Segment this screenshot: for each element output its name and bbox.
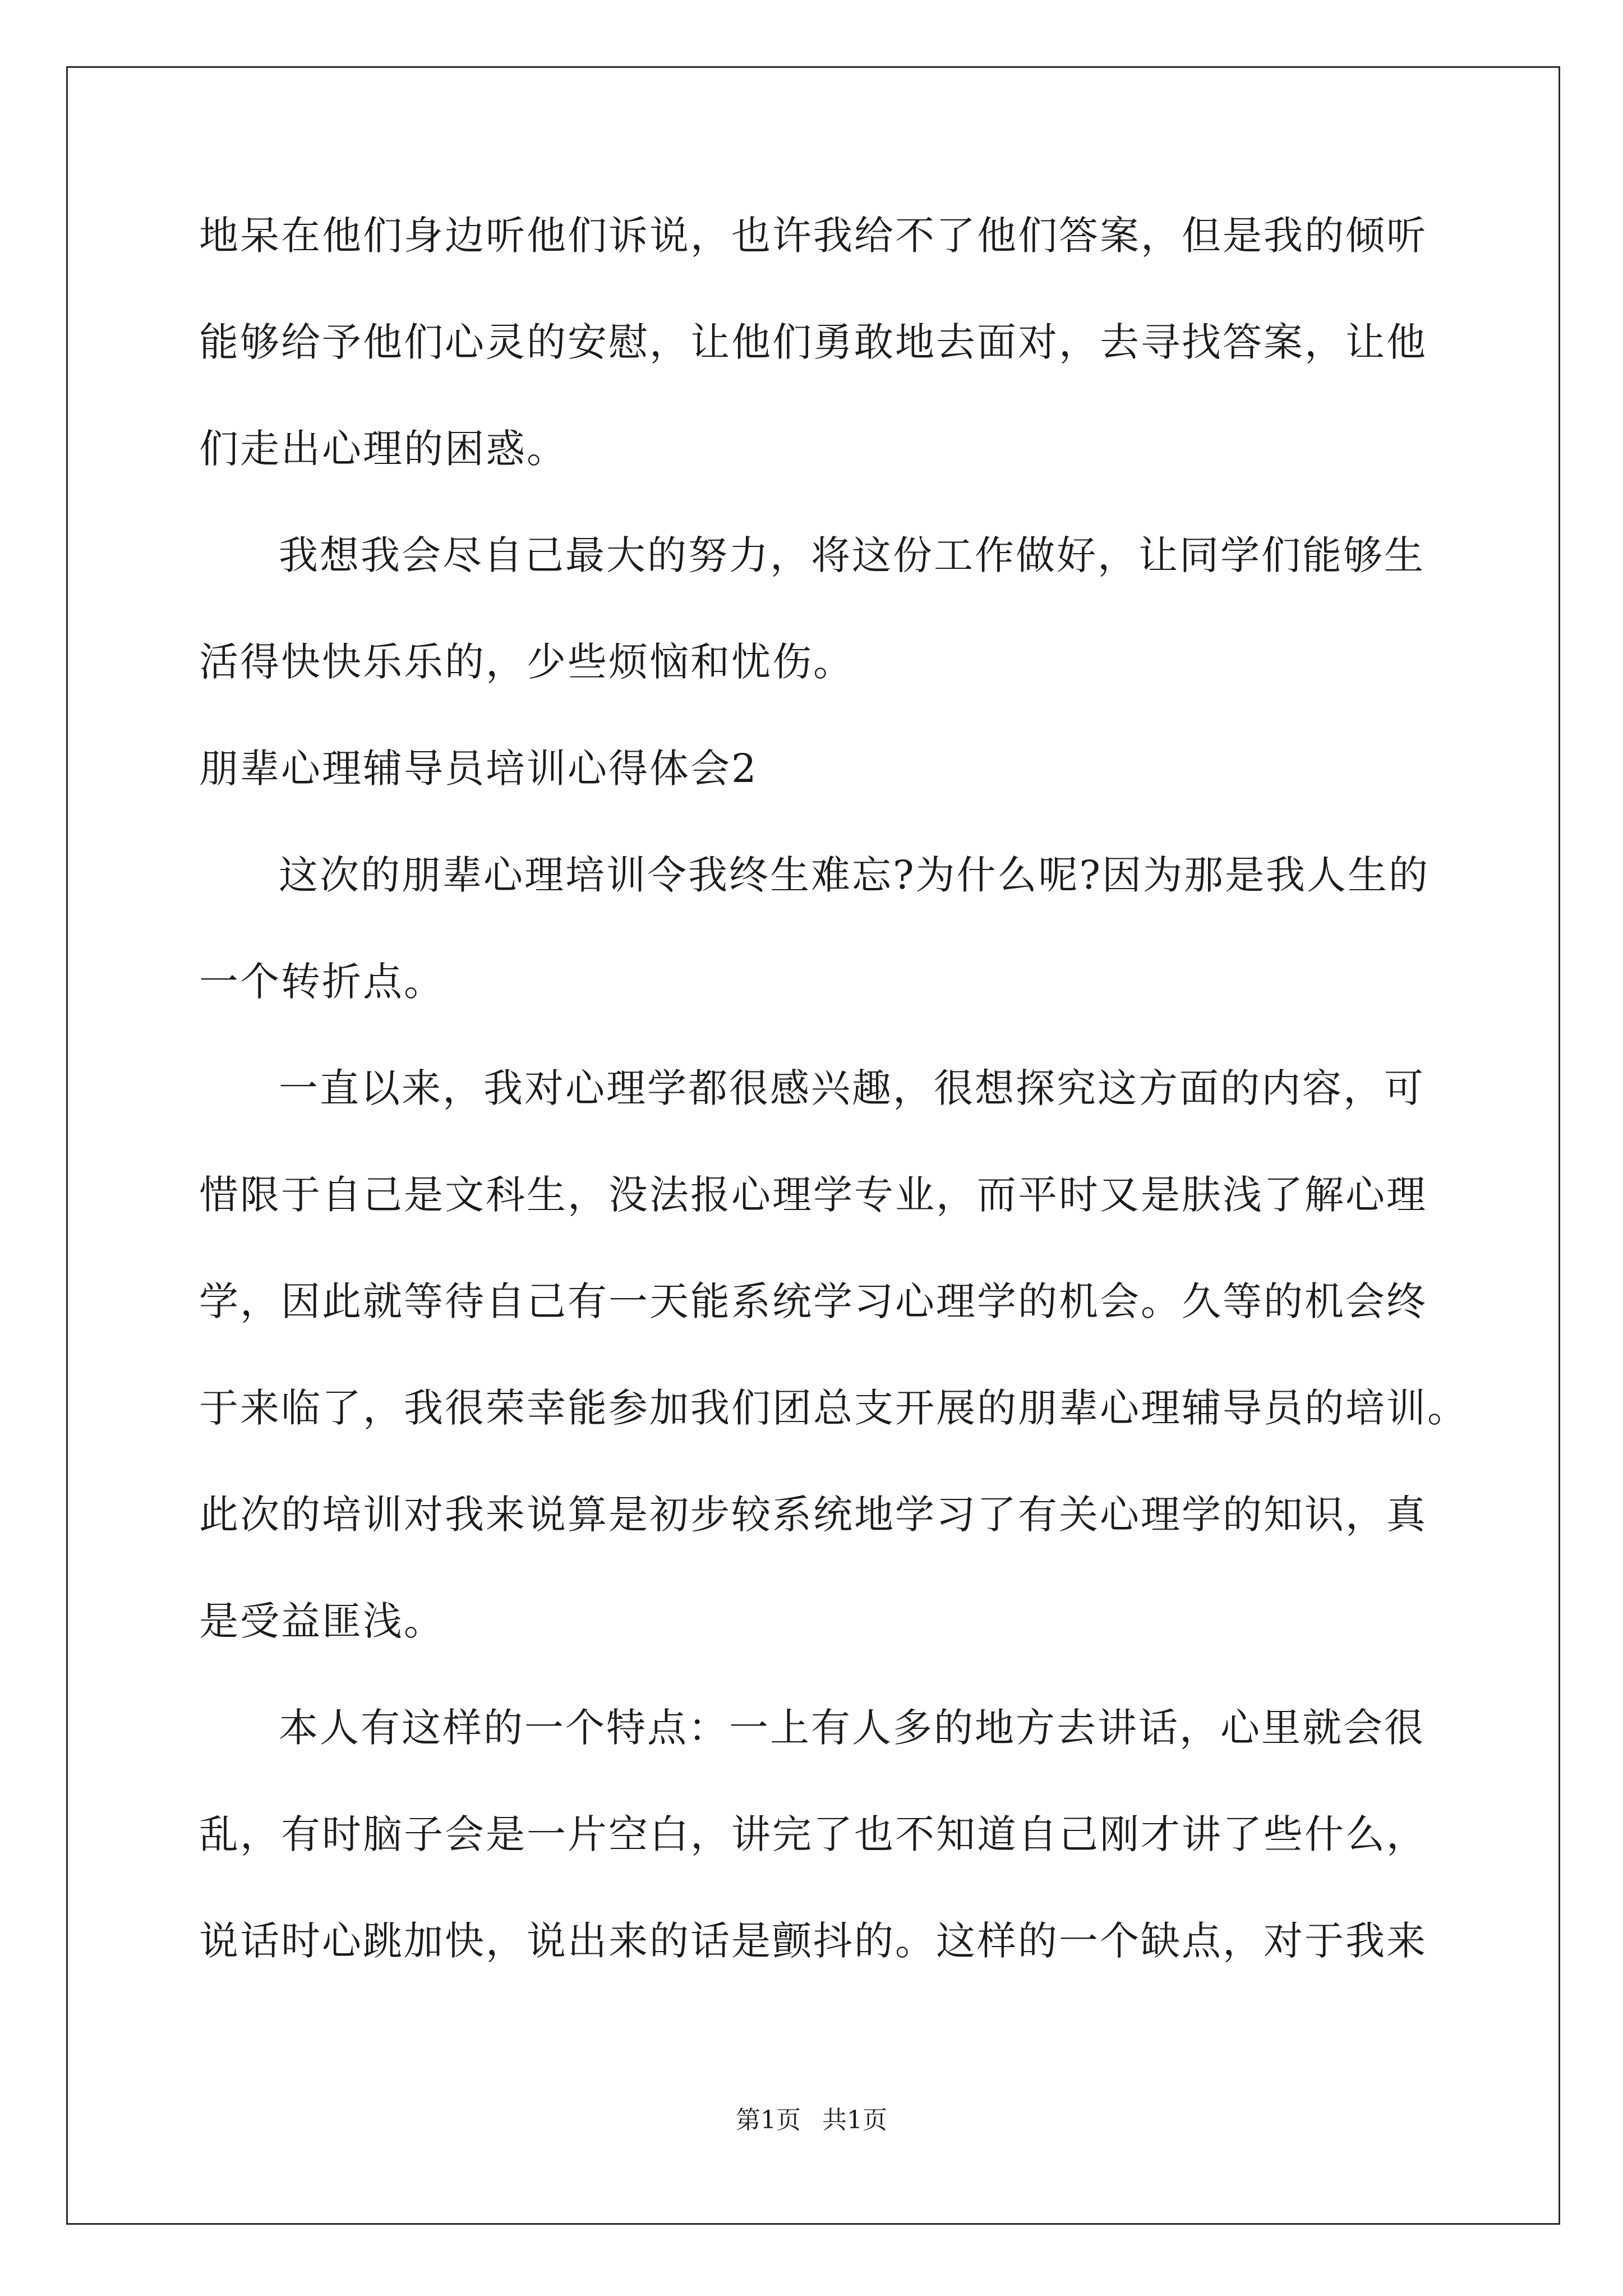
paragraph-line: 能够给予他们心灵的安慰，让他们勇敢地去面对，去寻找答案，让他: [199, 319, 1427, 365]
paragraph-line: 说话时心跳加快，说出来的话是颤抖的。这样的一个缺点，对于我来: [199, 1918, 1427, 1964]
paragraph-line: 地呆在他们身边听他们诉说，也许我给不了他们答案，但是我的倾听: [199, 213, 1427, 259]
section-heading: 朋辈心理辅导员培训心得体会2: [199, 746, 758, 792]
paragraph-line: 一个转折点。: [199, 959, 445, 1005]
paragraph-line: 乱，有时脑子会是一片空白，讲完了也不知道自己刚才讲了些什么，: [199, 1811, 1427, 1857]
paragraph-line: 是受益匪浅。: [199, 1598, 445, 1644]
paragraph-line: 我想我会尽自己最大的努力，将这份工作做好，让同学们能够生: [279, 532, 1425, 578]
paragraph-line: 惜限于自己是文科生，没法报心理学专业，而平时又是肤浅了解心理: [199, 1172, 1427, 1218]
paragraph-line: 此次的培训对我来说算是初步较系统地学习了有关心理学的知识，真: [199, 1492, 1427, 1538]
paragraph-line: 们走出心理的困惑。: [199, 426, 568, 472]
page-total: 共1页: [822, 2106, 887, 2134]
page-border: [66, 66, 1560, 2225]
page-footer: [0, 2108, 1623, 2133]
paragraph-line: 于来临了，我很荣幸能参加我们团总支开展的朋辈心理辅导员的培训。: [199, 1385, 1468, 1431]
paragraph-line: 学，因此就等待自己有一天能系统学习心理学的机会。久等的机会终: [199, 1278, 1427, 1324]
page-number: 第1页: [736, 2106, 801, 2134]
paragraph-line: 一直以来，我对心理学都很感兴趣，很想探究这方面的内容，可: [279, 1065, 1425, 1111]
paragraph-line: 本人有这样的一个特点：一上有人多的地方去讲话，心里就会很: [279, 1705, 1425, 1751]
paragraph-line: 活得快快乐乐的，少些烦恼和忧伤。: [199, 639, 854, 685]
paragraph-line: 这次的朋辈心理培训令我终生难忘?为什么呢?因为那是我人生的: [279, 852, 1430, 898]
